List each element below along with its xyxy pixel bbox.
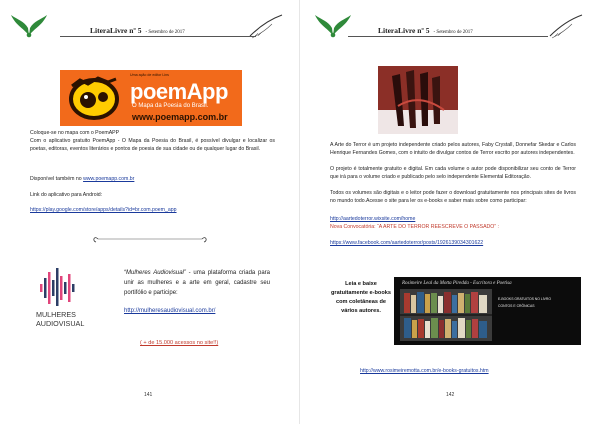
ebooks-link[interactable]: http://www.rosimeiremotta.com.br/e-books-gratuitos.htm (360, 368, 489, 374)
poemapp-subtitle: O Mapa da Poesia do Brasil. (132, 103, 209, 109)
right-page (300, 0, 600, 424)
poemapp-eye-icon (68, 76, 120, 122)
bookshelf-icon (400, 289, 492, 341)
poemapp-name: poemApp (130, 79, 228, 104)
header-title-right: LiteraLivre nº 5 - Setembro de 2017 (378, 26, 473, 35)
mav-description: “Mulheres Audiovisual” - uma plataforma criada para unir as mulheres e a arte em geral, cadastre seu portifólio e participe: (124, 270, 270, 296)
page-number-left: 141 (144, 392, 153, 398)
dark-fingers-icon (378, 66, 458, 134)
terror-facebook-link[interactable]: https://www.facebook.com/aartedoterror/posts/1926139034301622 (330, 240, 484, 246)
mulheres-audiovisual-logo (34, 268, 114, 330)
mav-link-row (124, 308, 274, 316)
books-title-1: E-BOOKS GRATUITOS NO LIVRO (498, 297, 552, 301)
page-number-right: 142 (446, 392, 455, 398)
terror-site-link[interactable]: http://aartedoterror.wixsite.com/home (330, 216, 416, 222)
android-label: Link do aplicativo para Android: (30, 192, 103, 198)
play-store-link[interactable]: https://play.google.com/store/apps/details?id=br.com.poem_app (30, 207, 177, 213)
mav-logo-line2: AUDIOVISUAL (36, 319, 85, 328)
mav-access-note: ( + de 15.000 acessos no site!!) (140, 340, 219, 346)
ebooks-banner-image (394, 277, 581, 345)
ebooks-link-row (360, 368, 580, 376)
winged-crest-icon (10, 12, 48, 42)
terror-facebook-row (330, 240, 580, 248)
android-link (30, 207, 275, 215)
terror-intro: A Arte do Terror é um projeto independente criado pelos autores, Faby Crystall, Donnefar Skedar e Carlos Henrique Fernandes Gomes, com o intuito de divulgar contos de Terror escrito por autores independentes. (330, 142, 576, 156)
poemapp-url: www.poemapp.com.br (132, 112, 228, 122)
mav-logo-line1: MULHERES (36, 310, 76, 319)
poemapp-description: Com o aplicativo gratuito PoemApp - O Mapa da Poesia do Brasil, é possível divulgar e localizar os poetas, editoras, eventos literários e pontos de poesia de sua cidade ou de qualquer lugar do Brasil. (30, 138, 275, 152)
terror-download: Todos os volumes são digitais e o leitor pode fazer o download gratuitamente nos principais sites de livros no mundo todo.Acesse o site para ler os e-books e saber mais sobre como participar: (330, 190, 576, 204)
terror-site-row (330, 216, 576, 224)
header-rule (60, 36, 256, 37)
header-title: LiteraLivre nº 5 - Setembro de 2017 (90, 26, 185, 35)
pen-flourish-icon (246, 12, 286, 42)
terror-call: Nova Convocatória: “A ARTE DO TERROR REESCREVE O PASSADO” : (330, 224, 499, 230)
waveform-icon (38, 268, 84, 306)
poemapp-logo (60, 70, 242, 126)
poemapp-heading: Coloque-se no mapa com o PoemAPP (30, 130, 120, 136)
mav-quote: “Mulheres Audiovisual” (124, 270, 186, 276)
poemapp-site-link[interactable]: www.poemapp.com.br (83, 176, 135, 182)
mav-site-link[interactable]: http://mulheresaudiovisual.com.br/ (124, 308, 216, 314)
winged-crest-icon (314, 12, 352, 42)
books-caption: Rosimeire Leal da Motta Piredda - Escritora e Poetisa (402, 281, 512, 286)
poemapp-tagline: Uma ação de editor Lins (130, 73, 169, 77)
terror-project: O projeto é totalmente gratuito e digital. Em cada volume o autor pode disponibilizar seu conto de Terror que irá para o volume criado e publicado pelo selo independente Elemental Editoração. (330, 166, 576, 180)
poemapp-availability: Disponível também no www.poemapp.com.br (30, 176, 135, 182)
header-rule-right (348, 36, 548, 37)
pen-flourish-icon (546, 12, 586, 42)
ornament-divider-icon (90, 232, 210, 246)
books-title-2: CONTOS E CRÔNICAS (498, 304, 535, 308)
arte-do-terror-image (378, 66, 458, 134)
read-free-box: Leia e baixe gratuitamente e-books com coletâneas de vários autores. (331, 281, 391, 314)
